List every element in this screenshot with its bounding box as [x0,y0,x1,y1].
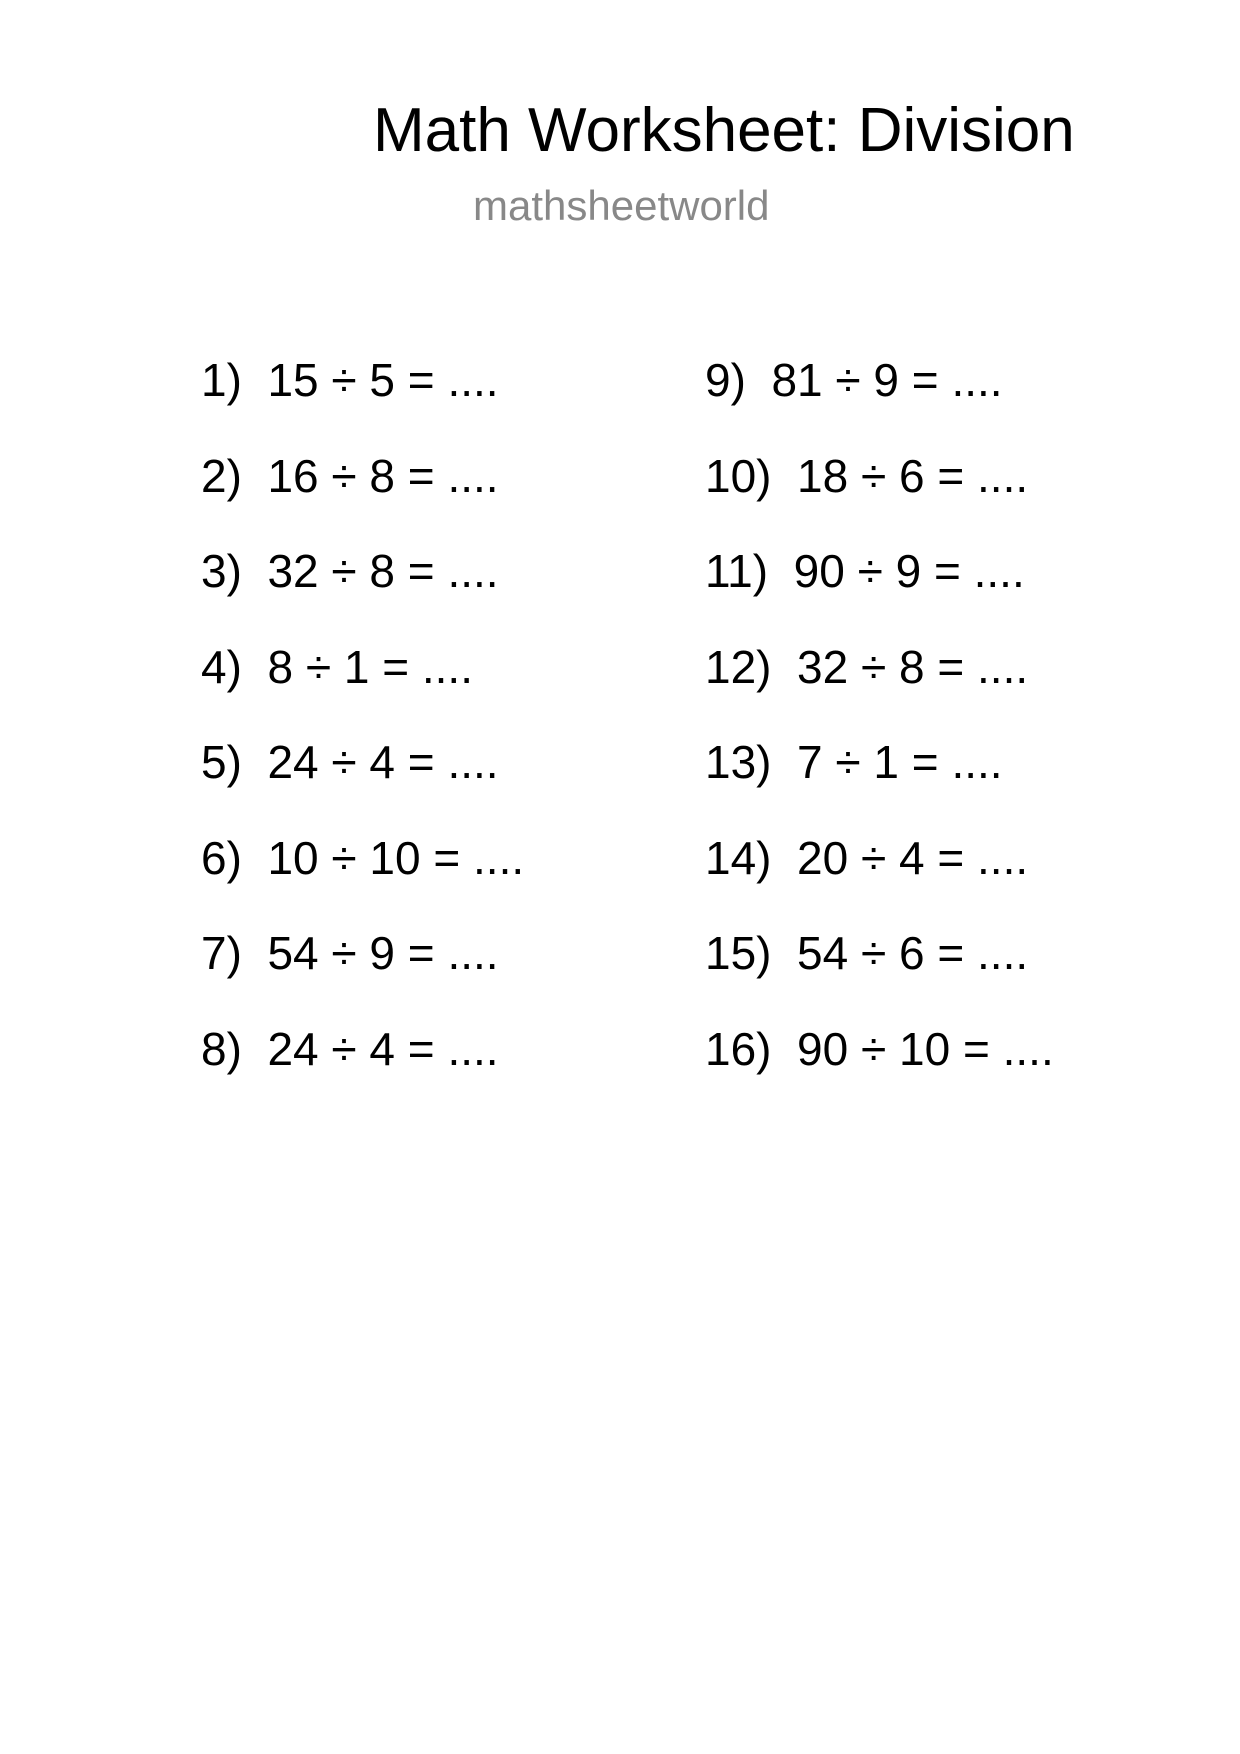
problem-14: 14) 20 ÷ 4 = .... [705,831,1029,884]
problem-11: 11) 90 ÷ 9 = .... [705,545,1025,597]
problem-7: 7) 54 ÷ 9 = .... [201,927,499,979]
problem-8: 8) 24 ÷ 4 = .... [201,1022,499,1075]
subtitle: mathsheetworld [473,182,770,229]
problem-13: 13) 7 ÷ 1 = .... [705,736,1003,788]
problem-10: 10) 18 ÷ 6 = .... [705,449,1029,502]
problem-9: 9) 81 ÷ 9 = .... [705,354,1003,406]
problem-6: 6) 10 ÷ 10 = .... [201,831,525,884]
problem-12: 12) 32 ÷ 8 = .... [705,640,1029,693]
problem-4: 4) 8 ÷ 1 = .... [201,640,473,693]
problem-5: 5) 24 ÷ 4 = .... [201,736,499,788]
problem-1: 1) 15 ÷ 5 = .... [201,354,499,406]
problem-3: 3) 32 ÷ 8 = .... [201,545,499,597]
problem-16: 16) 90 ÷ 10 = .... [705,1022,1054,1075]
problem-2: 2) 16 ÷ 8 = .... [201,449,499,502]
page-title: Math Worksheet: Division [373,96,1075,165]
problem-15: 15) 54 ÷ 6 = .... [705,927,1029,979]
